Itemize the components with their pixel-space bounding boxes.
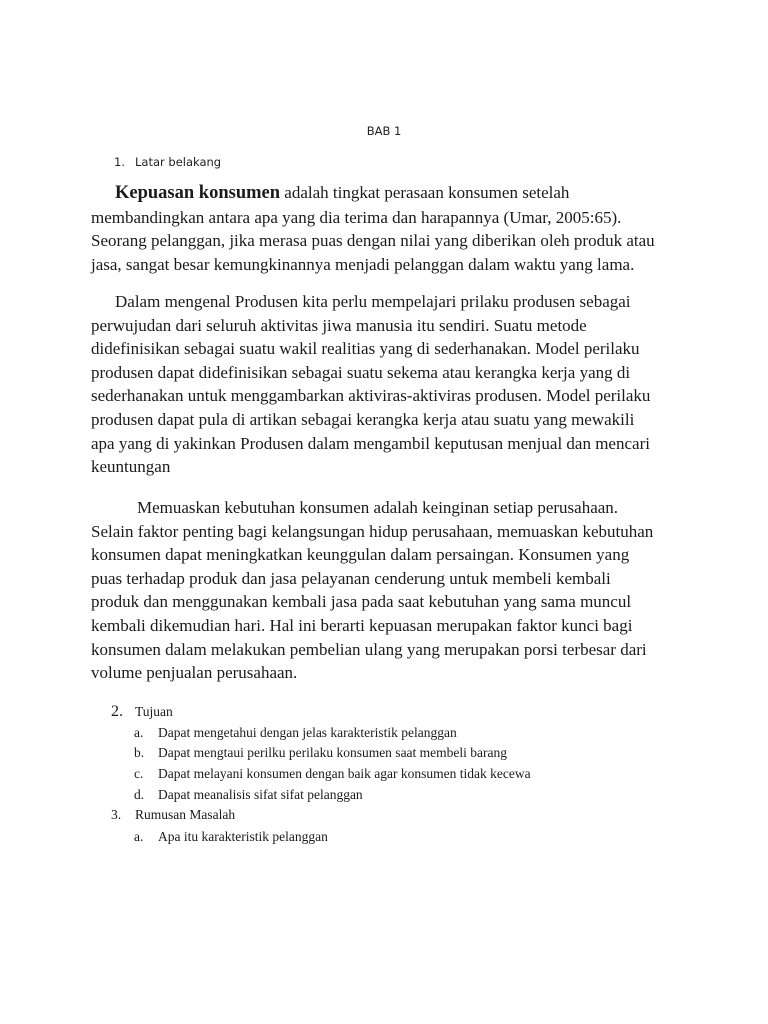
paragraph-3-line: konsumen dalam melakukan pembelian ulang yang merupakan porsi terbesar dari — [91, 639, 647, 659]
section-2-title: Tujuan — [135, 704, 173, 719]
paragraph-3 — [91, 496, 691, 685]
paragraph-3-line: volume penjualan perusahaan. — [91, 663, 298, 683]
paragraph-1-line: jasa, sangat besar kemungkinannya menjadi pelanggan dalam waktu yang lama. — [91, 254, 635, 274]
section-3-heading — [111, 807, 235, 823]
list-item-text: Dapat mengetahui dengan jelas karakteristik pelanggan — [158, 725, 457, 740]
section-2-heading — [111, 703, 173, 721]
section-1-title: Latar belakang — [135, 155, 222, 169]
list-item-text: Apa itu karakteristik pelanggan — [158, 829, 328, 844]
list-item-text: Dapat mengtaui perilku perilaku konsumen saat membeli barang — [158, 745, 508, 760]
paragraph-3-line: konsumen dapat meningkatkan keunggulan dalam persaingan. Konsumen yang — [91, 545, 630, 565]
paragraph-3-line: Selain faktor penting bagi kelangsungan hidup perusahaan, memuaskan kebutuhan — [91, 521, 654, 541]
paragraph-3-line: produk dan menggunakan kembali jasa pada saat kebutuhan yang sama muncul — [91, 592, 632, 612]
list-item-text: Dapat meanalisis sifat sifat pelanggan — [158, 787, 363, 802]
list-item-text: Dapat melayani konsumen dengan baik agar konsumen tidak kecewa — [158, 766, 531, 781]
list-item — [134, 787, 363, 803]
list-item — [134, 766, 531, 782]
paragraph-2 — [91, 290, 691, 479]
list-item-marker: a. — [134, 829, 144, 844]
paragraph-3-line: kembali dikemudian hari. Hal ini berarti kepuasan merupakan faktor kunci bagi — [91, 615, 633, 635]
section-3-number: 3. — [111, 807, 122, 822]
paragraph-1 — [91, 181, 691, 276]
paragraph-2-line: perwujudan dari seluruh aktivitas jiwa manusia itu sendiri. Suatu metode — [91, 315, 587, 335]
section-1-number: 1. — [114, 155, 125, 169]
paragraph-2-line: produsen dapat pula di artikan sebagai kerangka kerja atau suatu yang mewakili — [91, 409, 635, 429]
paragraph-2-line: didefinisikan sebagai suatu wakil realitias yang di sederhanakan. Model perilaku — [91, 339, 640, 359]
paragraph-2-line: produsen dapat didefinisikan sebagai suatu sekema atau kerangka kerja yang di — [91, 362, 631, 382]
paragraph-2-line: Dalam mengenal Produsen kita perlu mempelajari prilaku produsen sebagai — [115, 292, 631, 311]
paragraph-3-line: puas terhadap produk dan jasa pelayanan cenderung untuk membeli kembali — [91, 568, 611, 588]
paragraph-3-line: Memuaskan kebutuhan konsumen adalah keinginan setiap perusahaan. — [137, 498, 619, 517]
section-3-title: Rumusan Masalah — [135, 807, 236, 822]
paragraph-2-line: sederhanakan untuk menggambarkan aktiviras-aktiviras produsen. Model perilaku — [91, 386, 651, 406]
list-item-marker: c. — [134, 766, 144, 781]
list-item-marker: b. — [134, 745, 145, 760]
list-item-marker: d. — [134, 787, 145, 802]
chapter-heading: BAB 1 — [366, 124, 402, 138]
paragraph-2-line: keuntungan — [91, 457, 171, 477]
paragraph-1-lead-term: Kepuasan konsumen — [115, 183, 281, 203]
list-item-marker: a. — [134, 725, 144, 740]
section-2-number: 2. — [111, 703, 123, 720]
paragraph-1-line: Seorang pelanggan, jika merasa puas dengan nilai yang diberikan oleh produk atau — [91, 231, 655, 251]
section-1-heading — [114, 155, 221, 169]
list-item — [134, 725, 457, 741]
paragraph-2-line: apa yang di yakinkan Produsen dalam mengambil keputusan menjual dan mencari — [91, 433, 650, 453]
list-item — [134, 829, 328, 845]
paragraph-1-text: adalah tingkat perasaan konsumen setelah — [280, 183, 570, 202]
paragraph-1-line: membandingkan antara apa yang dia terima dan harapannya (Umar, 2005:65). — [91, 207, 622, 227]
paragraph-1-line — [91, 181, 691, 206]
list-item — [134, 745, 507, 761]
